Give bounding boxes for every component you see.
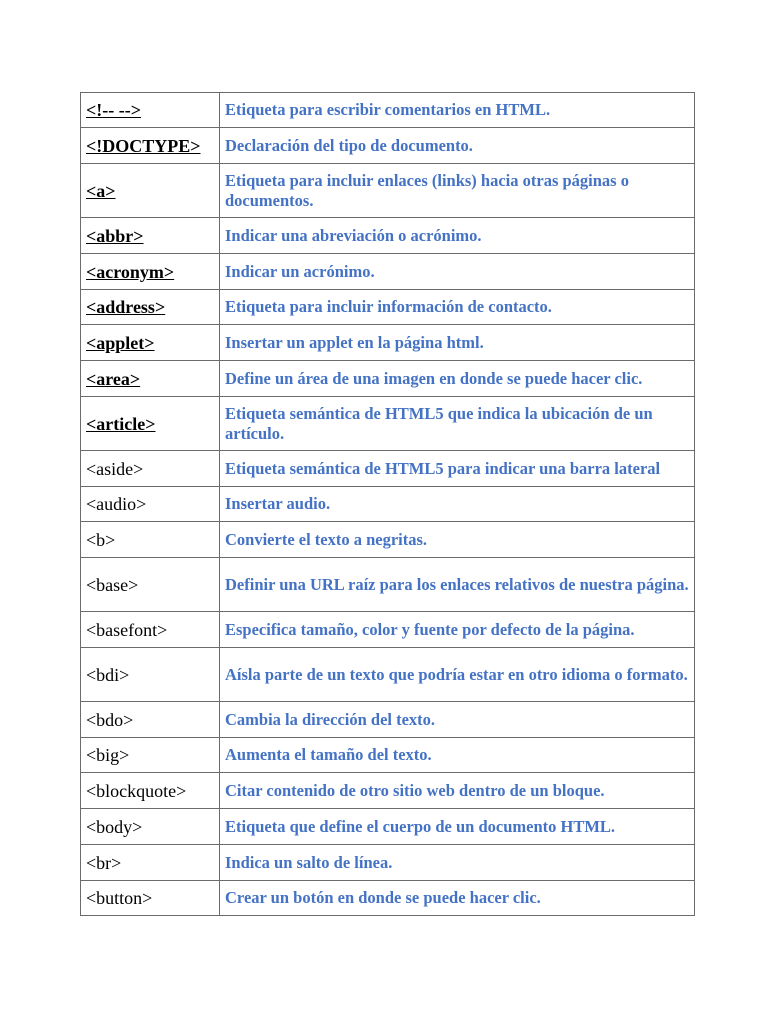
table-row	[81, 325, 695, 361]
table-row	[81, 128, 695, 164]
html-tags-table	[80, 92, 695, 916]
description-cell: Etiqueta para incluir enlaces (links) hacia otras páginas o documentos.	[220, 164, 695, 218]
description-cell: Indicar una abreviación o acrónimo.	[220, 218, 695, 254]
description-cell: Etiqueta para escribir comentarios en HTML.	[220, 93, 695, 128]
description-cell: Define un área de una imagen en donde se puede hacer clic.	[220, 361, 695, 397]
table-row	[81, 254, 695, 290]
description-cell: Insertar un applet en la página html.	[220, 325, 695, 361]
table-row	[81, 522, 695, 558]
description-cell: Indica un salto de línea.	[220, 845, 695, 881]
table-row	[81, 702, 695, 738]
tag-cell: <bdo>	[81, 702, 220, 738]
table-row	[81, 451, 695, 487]
table-row	[81, 809, 695, 845]
tag-cell: <big>	[81, 738, 220, 773]
description-cell: Citar contenido de otro sitio web dentro de un bloque.	[220, 773, 695, 809]
tag-cell: <button>	[81, 881, 220, 916]
description-cell: Etiqueta semántica de HTML5 para indicar una barra lateral	[220, 451, 695, 487]
tag-cell[interactable]: <area>	[81, 361, 220, 397]
tag-cell[interactable]: <applet>	[81, 325, 220, 361]
tag-cell[interactable]: <article>	[81, 397, 220, 451]
description-cell: Etiqueta que define el cuerpo de un documento HTML.	[220, 809, 695, 845]
description-cell: Crear un botón en donde se puede hacer clic.	[220, 881, 695, 916]
table-row	[81, 290, 695, 325]
tag-cell: <aside>	[81, 451, 220, 487]
description-cell: Cambia la dirección del texto.	[220, 702, 695, 738]
table-row	[81, 397, 695, 451]
table-row	[81, 738, 695, 773]
tag-cell: <basefont>	[81, 612, 220, 648]
table-row	[81, 881, 695, 916]
tag-cell: <b>	[81, 522, 220, 558]
table-row	[81, 487, 695, 522]
tag-cell: <body>	[81, 809, 220, 845]
description-cell: Etiqueta para incluir información de contacto.	[220, 290, 695, 325]
table-row	[81, 648, 695, 702]
table-row	[81, 361, 695, 397]
tag-cell: <audio>	[81, 487, 220, 522]
description-cell: Especifica tamaño, color y fuente por defecto de la página.	[220, 612, 695, 648]
table-row	[81, 845, 695, 881]
table-row	[81, 218, 695, 254]
description-cell: Convierte el texto a negritas.	[220, 522, 695, 558]
description-cell: Indicar un acrónimo.	[220, 254, 695, 290]
tag-cell: <base>	[81, 558, 220, 612]
tag-cell: <blockquote>	[81, 773, 220, 809]
description-cell: Definir una URL raíz para los enlaces relativos de nuestra página.	[220, 558, 695, 612]
table-row	[81, 612, 695, 648]
tag-cell: <bdi>	[81, 648, 220, 702]
description-cell: Insertar audio.	[220, 487, 695, 522]
description-cell: Aísla parte de un texto que podría estar en otro idioma o formato.	[220, 648, 695, 702]
tag-cell[interactable]: <address>	[81, 290, 220, 325]
tag-cell[interactable]: <acronym>	[81, 254, 220, 290]
description-cell: Declaración del tipo de documento.	[220, 128, 695, 164]
table-row	[81, 773, 695, 809]
tag-cell[interactable]: <!-- -->	[81, 93, 220, 128]
description-cell: Aumenta el tamaño del texto.	[220, 738, 695, 773]
tag-cell[interactable]: <abbr>	[81, 218, 220, 254]
table-row	[81, 558, 695, 612]
tag-cell: <br>	[81, 845, 220, 881]
tag-cell[interactable]: <!DOCTYPE>	[81, 128, 220, 164]
table-row	[81, 164, 695, 218]
description-cell: Etiqueta semántica de HTML5 que indica la ubicación de un artículo.	[220, 397, 695, 451]
tag-cell[interactable]: <a>	[81, 164, 220, 218]
table-row	[81, 93, 695, 128]
table-body	[81, 93, 695, 916]
